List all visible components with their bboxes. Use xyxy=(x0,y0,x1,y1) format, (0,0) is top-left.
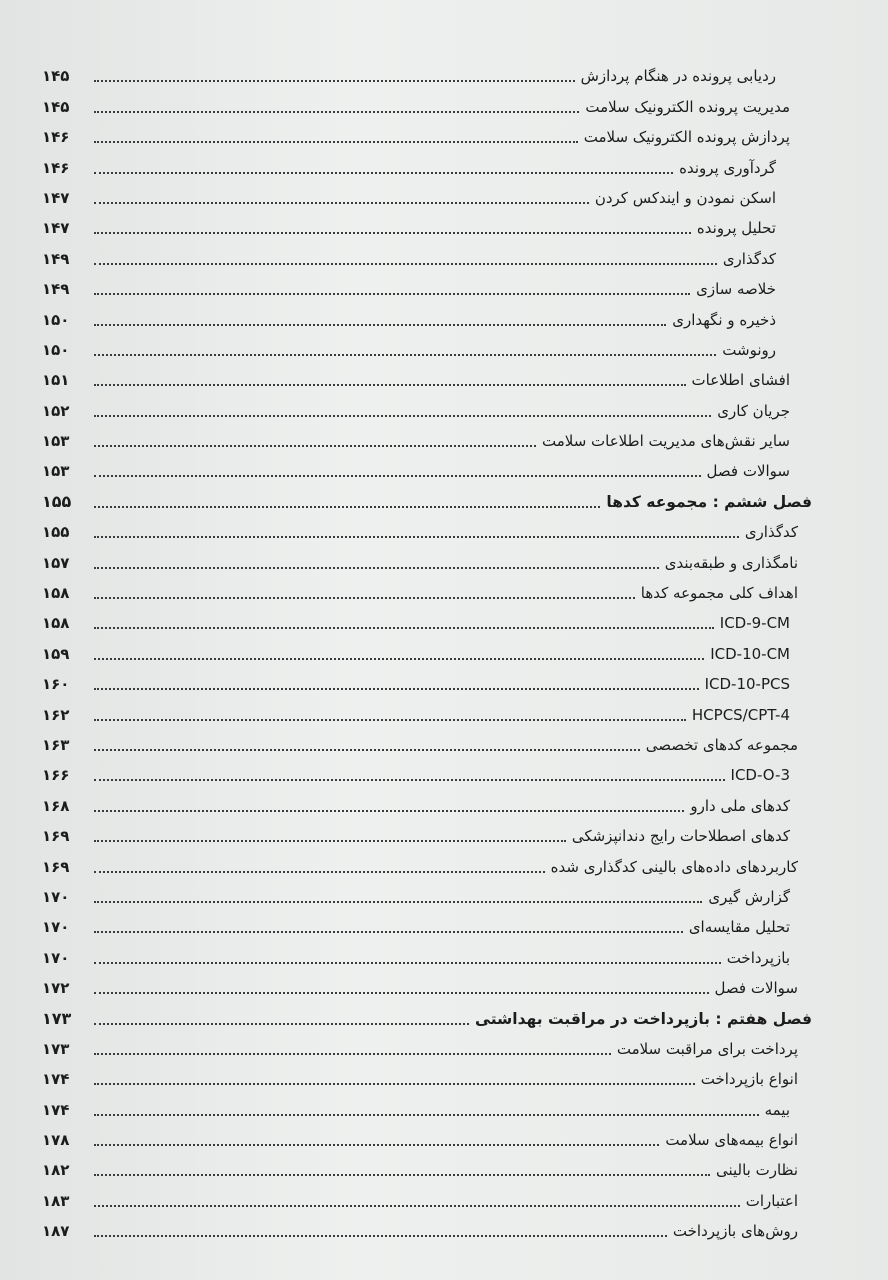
toc-entry xyxy=(42,605,812,635)
page-number: ۱۵۹ xyxy=(42,644,70,663)
page-number: ۱۷۲ xyxy=(42,979,70,998)
page-number: ۱۴۵ xyxy=(42,67,70,86)
dot-leader xyxy=(94,930,683,933)
dot-leader xyxy=(94,110,579,113)
page-number: ۱۵۳ xyxy=(42,432,70,451)
entry-title: اعتبارات xyxy=(745,1191,798,1210)
toc-entry xyxy=(42,575,812,605)
toc-entry xyxy=(42,119,812,149)
entry-title: انواع بیمه‌های سلامت xyxy=(665,1131,798,1150)
toc-entry xyxy=(42,392,812,422)
toc-entry xyxy=(42,696,812,726)
dot-leader xyxy=(94,1173,710,1176)
dot-leader xyxy=(94,839,566,842)
page-number: ۱۴۷ xyxy=(42,188,70,207)
entry-title: مجموعه کدهای تخصصی xyxy=(645,735,798,754)
dot-leader xyxy=(94,383,686,386)
entry-title: ICD-O-3 xyxy=(730,766,790,785)
entry-title: مدیریت پرونده الکترونیک سلامت xyxy=(585,97,790,116)
dot-leader xyxy=(94,535,739,538)
page-number: ۱۸۷ xyxy=(42,1222,70,1241)
dot-leader xyxy=(94,505,600,508)
entry-title: کاربردهای داده‌های بالینی کدگذاری شده xyxy=(550,857,798,876)
page-number: ۱۵۵ xyxy=(42,491,72,511)
entry-title: گردآوری پرونده xyxy=(679,158,776,177)
toc-entry xyxy=(42,1213,812,1243)
toc-entry xyxy=(42,1091,812,1121)
toc-entry xyxy=(42,58,812,88)
entry-title: فصل ششم : مجموعه کدها xyxy=(606,492,812,511)
page-number: ۱۷۸ xyxy=(42,1131,70,1150)
toc-entry xyxy=(42,1182,812,1212)
page-number: ۱۵۵ xyxy=(42,523,70,542)
dot-leader xyxy=(94,657,704,660)
entry-title: اسکن نمودن و ایندکس کردن xyxy=(594,188,776,207)
dot-leader xyxy=(94,140,578,143)
page-number: ۱۴۹ xyxy=(42,280,70,299)
entry-title: خلاصه سازی xyxy=(696,280,776,299)
dot-leader xyxy=(94,900,702,903)
toc-entry xyxy=(42,514,812,544)
toc-entry xyxy=(42,818,812,848)
dot-leader xyxy=(94,566,659,569)
page-number: ۱۶۹ xyxy=(42,857,70,876)
dot-leader xyxy=(94,870,545,873)
entry-title: ICD-10-CM xyxy=(710,644,790,663)
entry-title: ذخیره و نگهداری xyxy=(672,310,776,329)
toc-entry xyxy=(42,970,812,1000)
page-number: ۱۶۹ xyxy=(42,827,70,846)
dot-leader xyxy=(94,79,575,82)
page-number: ۱۵۸ xyxy=(42,584,70,603)
dot-leader xyxy=(94,687,699,690)
page-number: ۱۴۷ xyxy=(42,219,70,238)
dot-leader xyxy=(94,353,716,356)
dot-leader xyxy=(94,414,711,417)
dot-leader xyxy=(94,778,725,781)
toc-entry xyxy=(42,362,812,392)
dot-leader xyxy=(94,1082,695,1085)
page-number: ۱۷۴ xyxy=(42,1100,70,1119)
page-number: ۱۵۳ xyxy=(42,462,70,481)
page-number: ۱۵۱ xyxy=(42,371,70,390)
toc-entry xyxy=(42,1061,812,1091)
entry-title: کدهای اصطلاحات رایج دندانپزشکی xyxy=(571,827,790,846)
entry-title: نامگذاری و طبقه‌بندی xyxy=(664,553,798,572)
toc-entry xyxy=(42,939,812,969)
entry-title: انواع بازپرداخت xyxy=(700,1070,798,1089)
chapter-heading xyxy=(42,1000,812,1030)
entry-title: سوالات فصل xyxy=(714,979,798,998)
toc-entry xyxy=(42,271,812,301)
toc-entry xyxy=(42,848,812,878)
entry-title: اهداف کلی مجموعه کدها xyxy=(640,584,798,603)
dot-leader xyxy=(94,1143,659,1146)
entry-title: کدگذاری xyxy=(722,249,776,268)
entry-title: ICD-10-PCS xyxy=(704,675,790,694)
entry-title: ICD-9-CM xyxy=(719,614,790,633)
page-number: ۱۷۳ xyxy=(42,1008,72,1028)
page-number: ۱۷۰ xyxy=(42,948,70,967)
page-number: ۱۶۶ xyxy=(42,766,70,785)
page-number: ۱۸۲ xyxy=(42,1161,70,1180)
dot-leader xyxy=(94,262,717,265)
toc-entry xyxy=(42,210,812,240)
page-number: ۱۴۵ xyxy=(42,97,70,116)
entry-title: بازپرداخت xyxy=(726,948,790,967)
dot-leader xyxy=(94,961,721,964)
dot-leader xyxy=(94,1234,667,1237)
page-number: ۱۷۳ xyxy=(42,1039,70,1058)
toc-entry xyxy=(42,544,812,574)
toc-entry xyxy=(42,88,812,118)
table-of-contents xyxy=(42,58,812,1243)
entry-title: فصل هفتم : بازپرداخت در مراقبت بهداشتی xyxy=(475,1009,812,1028)
dot-leader xyxy=(94,1204,740,1207)
toc-entry xyxy=(42,240,812,270)
dot-leader xyxy=(94,1052,611,1055)
toc-entry xyxy=(42,149,812,179)
page-number: ۱۶۰ xyxy=(42,675,70,694)
dot-leader xyxy=(94,201,589,204)
page-number: ۱۵۸ xyxy=(42,614,70,633)
page-number: ۱۷۰ xyxy=(42,887,70,906)
page-number: ۱۵۲ xyxy=(42,401,70,420)
dot-leader xyxy=(94,292,690,295)
dot-leader xyxy=(94,809,684,812)
dot-leader xyxy=(94,596,635,599)
entry-title: تحلیل پرونده xyxy=(696,219,776,238)
dot-leader xyxy=(94,718,686,721)
toc-entry xyxy=(42,757,812,787)
entry-title: تحلیل مقایسه‌ای xyxy=(688,918,790,937)
entry-title: کدهای ملی دارو xyxy=(690,796,790,815)
entry-title: بیمه xyxy=(764,1100,790,1119)
dot-leader xyxy=(94,171,673,174)
toc-entry xyxy=(42,1031,812,1061)
toc-entry xyxy=(42,453,812,483)
dot-leader xyxy=(94,626,714,629)
entry-title: کدگذاری xyxy=(744,523,798,542)
entry-title: روش‌های بازپرداخت xyxy=(672,1222,798,1241)
toc-entry xyxy=(42,1122,812,1152)
page-number: ۱۶۳ xyxy=(42,735,70,754)
page-number: ۱۴۹ xyxy=(42,249,70,268)
entry-title: ردیابی پرونده در هنگام پردازش xyxy=(580,67,776,86)
page-number: ۱۵۰ xyxy=(42,310,70,329)
page-number: ۱۷۴ xyxy=(42,1070,70,1089)
entry-title: سایر نقش‌های مدیریت اطلاعات سلامت xyxy=(541,432,790,451)
dot-leader xyxy=(94,991,709,994)
toc-entry xyxy=(42,332,812,362)
toc-entry xyxy=(42,635,812,665)
toc-entry xyxy=(42,666,812,696)
toc-entry xyxy=(42,909,812,939)
entry-title: پرداخت برای مراقبت سلامت xyxy=(616,1039,798,1058)
dot-leader xyxy=(94,1022,469,1025)
page-number: ۱۵۷ xyxy=(42,553,70,572)
page-number: ۱۸۳ xyxy=(42,1191,70,1210)
entry-title: افشای اطلاعات xyxy=(691,371,790,390)
entry-title: رونوشت xyxy=(722,340,776,359)
entry-title: گزارش گیری xyxy=(708,887,790,906)
toc-entry xyxy=(42,787,812,817)
toc-entry xyxy=(42,180,812,210)
dot-leader xyxy=(94,444,536,447)
chapter-heading xyxy=(42,483,812,513)
toc-entry xyxy=(42,727,812,757)
page-number: ۱۶۸ xyxy=(42,796,70,815)
entry-title: HCPCS/CPT-4 xyxy=(691,705,790,724)
page-number: ۱۴۶ xyxy=(42,158,70,177)
entry-title: نظارت بالینی xyxy=(715,1161,798,1180)
toc-entry xyxy=(42,301,812,331)
dot-leader xyxy=(94,474,701,477)
dot-leader xyxy=(94,1113,759,1116)
toc-entry xyxy=(42,879,812,909)
page-number: ۱۵۰ xyxy=(42,340,70,359)
page-number: ۱۷۰ xyxy=(42,918,70,937)
dot-leader xyxy=(94,231,691,234)
page-number: ۱۴۶ xyxy=(42,128,70,147)
entry-title: سوالات فصل xyxy=(706,462,790,481)
toc-entry xyxy=(42,423,812,453)
entry-title: جریان کاری xyxy=(717,401,790,420)
dot-leader xyxy=(94,748,640,751)
page-number: ۱۶۲ xyxy=(42,705,70,724)
dot-leader xyxy=(94,323,666,326)
entry-title: پردازش پرونده الکترونیک سلامت xyxy=(583,128,790,147)
toc-entry xyxy=(42,1152,812,1182)
